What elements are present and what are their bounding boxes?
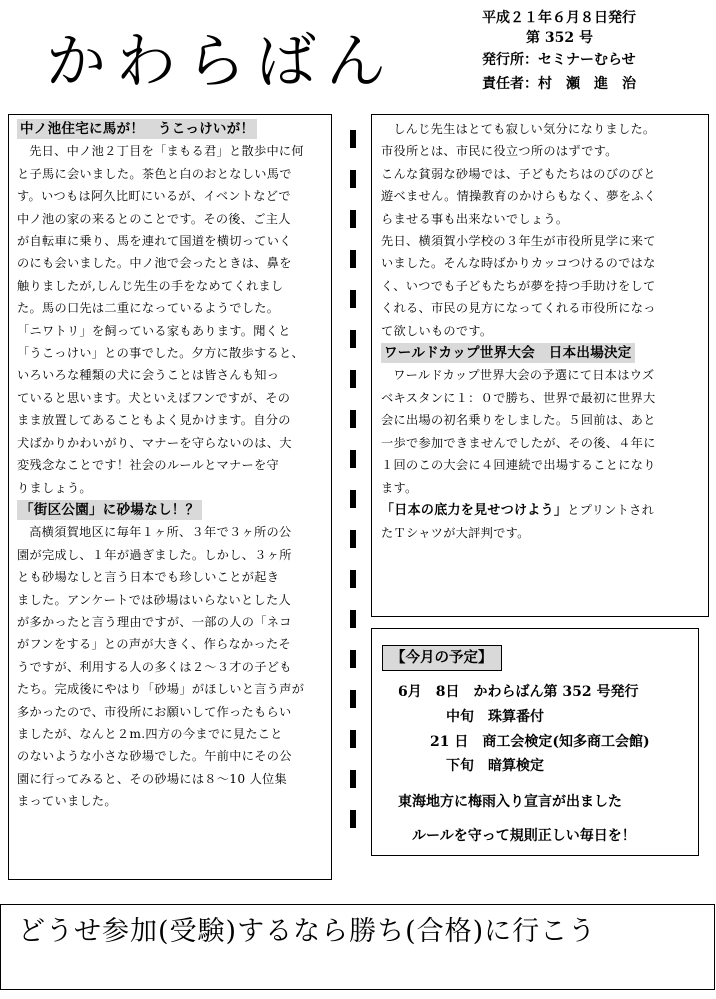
article-line: 中ノ池の家の来るとのことです。その後、ご主人 [17, 211, 291, 226]
article-line: のにも会いました。中ノ池で会ったときは、鼻を [17, 256, 292, 271]
article-line: く、いつでも子どもたちが夢を持つ手助けをして [381, 278, 656, 293]
article-line: いろいろな種類の犬に会うことは皆さんも知っ [17, 368, 280, 383]
article-line: ます。 [381, 480, 418, 495]
article-line: のないような小さな砂場でした。午前中にその公 [17, 749, 292, 764]
issue-date: 平成２１年６月８日発行 [482, 10, 636, 26]
article-line: 会に出場の初名乗りをしました。５回前は、あと [381, 413, 656, 428]
article-line: うですが、利用する人の多くは２～３才の子ども [17, 659, 292, 674]
article-line: す。いつもは阿久比町にいるが、イベントなどで [17, 189, 291, 204]
article-line: 先日、中ノ池２丁目を「まもる君」と散歩中に何 [29, 144, 304, 159]
article-line: た。馬の口先は二重になっているようでした。 [17, 301, 280, 316]
schedule-item: 中旬 珠算番付 [446, 709, 544, 725]
publisher: 発行所：セミナーむらせ [482, 52, 636, 68]
left-column-content [17, 118, 329, 813]
issue-number: 第 352 号 [526, 30, 593, 46]
article-line: がフンをする」との声が大きく、作らなかったそ [17, 637, 291, 652]
article-heading-worldcup: ワールドカップ世界大会 日本出場決定 [381, 343, 635, 363]
article-line: 「うこっけい」との事でした。夕方に散歩すると、 [17, 346, 304, 361]
article-line: が自転車に乗り、馬を連れて国道を横切っていく [17, 234, 292, 249]
article-line: 一歩で参加できませんでしたが、その後、４年に [381, 435, 656, 450]
tshirt-quote-rest: とプリントされ [567, 502, 655, 517]
article-line: 「ニワトリ」を飼っている家もあります。聞くと [17, 323, 291, 338]
notice-rules: ルールを守って規則正しい毎日を！ [412, 828, 636, 844]
slogan-text: どうせ参加(受験)するなら勝ち(合格)に行こう [18, 916, 597, 947]
article-line: ベキスタンに１：０で勝ち、世界で最初に世界大 [381, 390, 656, 405]
tshirt-quote: 「日本の底力を見せつけよう」 [381, 502, 568, 518]
article-line: たち。完成後にやはり「砂場」がほしいと言う声が [17, 682, 305, 697]
article-line: たＴシャツが大評判です。 [381, 526, 530, 541]
article-line: 園が完成し、１年が過ぎました。しかし、３ヶ所 [17, 547, 292, 562]
article-line: ました。アンケートでは砂場はいらないとした人 [17, 592, 291, 607]
notice-rainy-season: 東海地方に梅雨入り宣言が出ました [398, 794, 622, 810]
article-line: 触りましたが,しんじ先生の手をなめてくれまし [17, 278, 284, 293]
editor: 責任者：村 瀬 進 治 [482, 76, 636, 92]
article-line: まっていました。 [17, 794, 117, 809]
schedule-heading: 【今月の予定】 [382, 645, 502, 671]
article-line: しんじ先生はとても寂しい気分になりました。 [393, 122, 656, 136]
tshirt-line [381, 499, 705, 522]
schedule-item: 6月 8日 かわらばん第 352 号発行 [398, 684, 639, 700]
article-line: ましたが、なんと２m.四方の今までに見たこと [17, 726, 283, 741]
article-line: いました。そんな時ばかりカッコつけるのではな [381, 256, 656, 271]
article-line: ていると思います。犬といえばフンですが、その [17, 390, 291, 405]
article-line: 高横須賀地区に毎年１ヶ所、３年で３ヶ所の公 [29, 525, 292, 540]
schedule-item: 下旬 暗算検定 [446, 758, 544, 774]
article-line: ワールドカップ世界大会の予選にて日本はウズ [393, 368, 655, 383]
article-line: 遊べません。情操教育のかけらもなく、夢をふく [381, 189, 657, 204]
newsletter-title: かわらばん [46, 27, 396, 97]
article-line: 多かったので、市役所にお願いして作ったもらい [17, 704, 292, 719]
article-line: 犬ばかりかわいがり、マナーを守らないのは、大 [17, 435, 292, 450]
article-line: らませる事も出来ないでしょう。 [381, 211, 569, 226]
article-line: 園に行ってみると、その砂場には８～10 人位集 [17, 771, 288, 786]
column-divider [350, 130, 356, 850]
article-line: が多かったと言う理由ですが、一部の人の「ネコ [17, 614, 292, 629]
article-line: りましょう。 [17, 480, 92, 495]
article-line: こんな貧弱な砂場では、子どもたちはのびのびと [381, 166, 656, 181]
article-line: 変残念なことです！社会のルールとマナーを守 [17, 458, 279, 473]
article-heading-horse: 中ノ池住宅に馬が！ うこっけいが！ [17, 119, 257, 139]
article-heading-sandbox: 「街区公園」に砂場なし！？ [17, 500, 202, 520]
right-column-content [381, 118, 705, 545]
article-line: と子馬に会いました。茶色と白のおとなしい馬で [17, 166, 292, 181]
article-line: とも砂場なしと言う日本でも珍しいことが起き [17, 570, 280, 585]
article-line: くれる、市民の見方になってくれる市役所になっ [381, 301, 656, 316]
schedule-item: 21 日 商工会検定(知多商工会館) [430, 734, 650, 750]
article-line: 先日、横須賀小学校の３年生が市役所見学に来て [381, 234, 656, 249]
article-line: 市役所とは、市民に役立つ所のはずです。 [381, 144, 618, 159]
article-line: １回のこの大会に４回連続で出場することになり [381, 458, 656, 473]
article-line: て欲しいものです。 [381, 323, 493, 338]
article-line: まま放置してあることもよく見かけます。自分の [17, 413, 291, 428]
